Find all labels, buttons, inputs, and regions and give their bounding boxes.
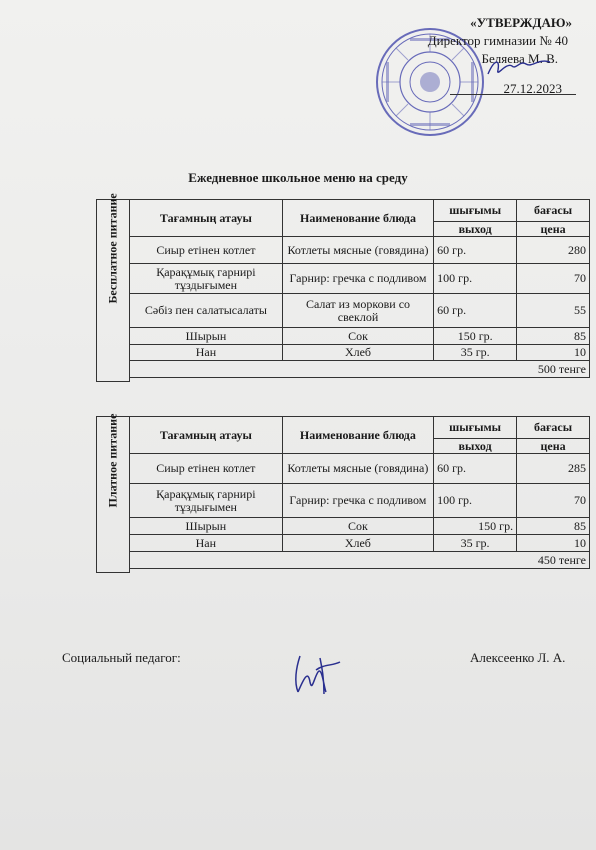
approval-heading: «УТВЕРЖДАЮ» [470, 15, 572, 30]
header-output-kz: шығымы [434, 417, 517, 439]
footer-role: Социальный педагог: [62, 650, 181, 665]
table-row: Шырын Сок 150 гр. 85 [97, 518, 590, 535]
paid-section-label: Платное питание [97, 417, 130, 573]
free-total: 500 тенге [130, 361, 590, 378]
pedagogue-signature [290, 648, 344, 698]
header-name-ru: Наименование блюда [282, 417, 433, 454]
approval-date: 27.12.2023 [503, 81, 562, 96]
table-row: Сиыр етінен котлет Котлеты мясные (говядина) 60 гр. 280 [97, 237, 590, 264]
header-price-kz: бағасы [517, 200, 590, 222]
table-row: Нан Хлеб 35 гр. 10 [97, 345, 590, 361]
free-section-label: Бесплатное питание [97, 200, 130, 382]
table-row: Сиыр етінен котлет Котлеты мясные (говядина) 60 гр. 285 [97, 454, 590, 484]
paid-menu-table [96, 413, 590, 573]
header-output-ru: выход [434, 439, 517, 454]
approval-position: Директор гимназии № 40 [427, 33, 568, 48]
menu-title: Ежедневное школьное меню на среду [188, 170, 408, 185]
header-name-kz: Тағамның атауы [130, 200, 283, 237]
table-row: Сәбіз пен салатысалаты Салат из моркови со свеклой 60 гр. 55 [97, 294, 590, 328]
table-row: Қарақұмық гарнирі тұздығымен Гарнир: гречка с подливом 100 гр. 70 [97, 484, 590, 518]
header-name-kz: Тағамның атауы [130, 417, 283, 454]
header-price-kz: бағасы [517, 417, 590, 439]
header-name-ru: Наименование блюда [282, 200, 433, 237]
free-menu-table [96, 193, 590, 382]
header-price-ru: цена [517, 222, 590, 237]
table-row: Нан Хлеб 35 гр. 10 [97, 535, 590, 552]
header-output-ru: выход [434, 222, 517, 237]
header-price-ru: цена [517, 439, 590, 454]
paid-total: 450 тенге [130, 552, 590, 569]
table-row: Қарақұмық гарнирі тұздығымен Гарнир: гречка с подливом 100 гр. 70 [97, 264, 590, 294]
approval-name: Беляева М. В. [481, 51, 558, 66]
footer-name: Алексеенко Л. А. [470, 650, 566, 665]
director-signature [484, 52, 554, 82]
header-output-kz: шығымы [434, 200, 517, 222]
signature-line [450, 94, 576, 95]
table-row: Шырын Сок 150 гр. 85 [97, 328, 590, 345]
